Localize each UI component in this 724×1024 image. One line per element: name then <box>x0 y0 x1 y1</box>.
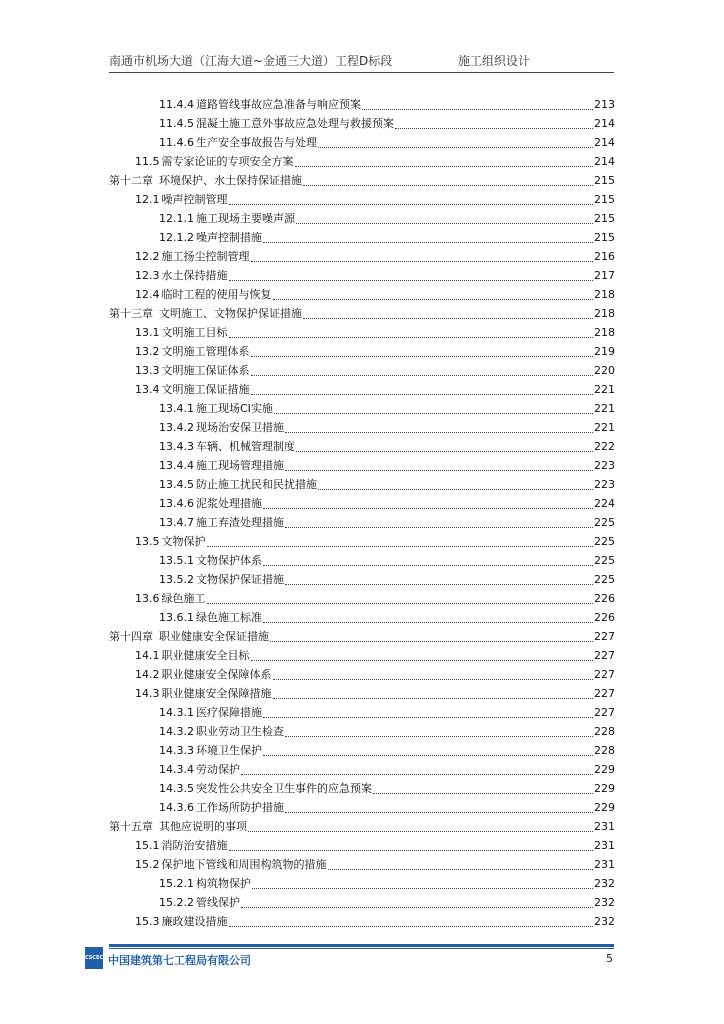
toc-entry[interactable] <box>135 910 615 929</box>
toc-entry-number: 14.3.6 <box>159 801 194 814</box>
toc-dot-leader <box>285 430 593 433</box>
toc-entry-title: 文明施工保证体系 <box>161 364 250 377</box>
toc-entry-page: 223 <box>594 478 615 491</box>
toc-entry-number: 13.1 <box>135 326 160 339</box>
toc-entry-title: 噪声控制措施 <box>196 231 262 244</box>
toc-entry-title: 职业健康安全保障体系 <box>161 668 272 681</box>
toc-entry-page: 229 <box>594 763 615 776</box>
toc-entry-number: 12.1.1 <box>159 212 194 225</box>
toc-entry-title: 生产安全事故报告与处理 <box>196 136 317 149</box>
toc-dot-leader <box>328 867 594 870</box>
toc-entry-number: 15.2 <box>135 858 160 871</box>
toc-entry[interactable] <box>109 815 615 834</box>
toc-entry-title: 廉政建设措施 <box>161 915 228 928</box>
toc-entry-number: 第十四章 <box>109 630 153 643</box>
page-header <box>109 52 614 72</box>
toc-entry-page: 221 <box>594 421 615 434</box>
toc-dot-leader <box>229 848 594 851</box>
toc-entry[interactable] <box>159 492 615 511</box>
toc-entry-number: 15.2.1 <box>159 877 194 890</box>
toc-entry-number: 第十五章 <box>109 820 153 833</box>
toc-entry[interactable] <box>159 473 615 492</box>
toc-dot-leader <box>318 487 593 490</box>
toc-entry[interactable] <box>159 606 615 625</box>
footer-divider-thin <box>109 948 614 949</box>
toc-entry-page: 215 <box>594 231 615 244</box>
toc-entry-number: 第十三章 <box>109 307 153 320</box>
toc-entry-number: 13.5.1 <box>159 554 194 567</box>
toc-dot-leader <box>285 734 593 737</box>
toc-dot-leader <box>362 107 593 110</box>
toc-entry-number: 12.1.2 <box>159 231 194 244</box>
toc-entry-title: 构筑物保护 <box>196 877 251 890</box>
header-project-title: 南通市机场大道（江海大道~金通三大道）工程D标段 <box>109 54 393 68</box>
toc-entry-number: 13.6.1 <box>159 611 194 624</box>
toc-entry-page: 214 <box>594 155 615 168</box>
toc-entry-title: 车辆、机械管理制度 <box>196 440 295 453</box>
toc-entry[interactable] <box>159 112 615 131</box>
logo-text: CSCEC <box>84 955 104 961</box>
toc-entry-page: 221 <box>594 383 615 396</box>
toc-entry-page: 218 <box>594 307 615 320</box>
toc-dot-leader <box>285 468 593 471</box>
toc-entry-title: 职业健康安全目标 <box>161 649 250 662</box>
toc-entry-title: 文明施工保证措施 <box>161 383 250 396</box>
toc-entry-number: 11.5 <box>135 155 160 168</box>
toc-entry-number: 13.5 <box>135 535 160 548</box>
toc-entry[interactable] <box>135 264 615 283</box>
toc-dot-leader <box>241 905 593 908</box>
toc-entry-page: 225 <box>594 573 615 586</box>
toc-entry-number: 13.4.1 <box>159 402 194 415</box>
toc-entry[interactable] <box>135 644 615 663</box>
toc-entry-number: 15.2.2 <box>159 896 194 909</box>
toc-entry-title: 职业健康安全保障措施 <box>161 687 272 700</box>
toc-entry-page: 219 <box>594 345 615 358</box>
toc-entry-number: 13.3 <box>135 364 160 377</box>
toc-entry-number: 11.4.5 <box>159 117 194 130</box>
toc-entry[interactable] <box>159 207 615 226</box>
toc-entry-number: 14.3.2 <box>159 725 194 738</box>
toc-entry[interactable] <box>135 530 615 549</box>
toc-entry[interactable] <box>135 245 615 264</box>
toc-entry-page: 215 <box>594 193 615 206</box>
toc-entry-title: 文明施工、文物保护保证措施 <box>159 307 302 320</box>
toc-entry[interactable] <box>135 663 615 682</box>
toc-entry-number: 15.1 <box>135 839 160 852</box>
toc-entry[interactable] <box>135 834 615 853</box>
toc-entry[interactable] <box>159 872 615 891</box>
toc-entry-page: 214 <box>594 136 615 149</box>
toc-entry-title: 施工现场主要噪声源 <box>196 212 295 225</box>
company-logo-icon <box>85 947 103 969</box>
toc-entry[interactable] <box>159 758 615 777</box>
toc-entry-title: 突发性公共安全卫生事件的应急预案 <box>196 782 372 795</box>
toc-entry-page: 223 <box>594 459 615 472</box>
toc-entry-number: 14.2 <box>135 668 160 681</box>
toc-entry-title: 施工弃渣处理措施 <box>196 516 284 529</box>
toc-entry-number: 11.4.4 <box>159 98 194 111</box>
toc-entry-number: 13.6 <box>135 592 160 605</box>
toc-entry[interactable] <box>159 720 615 739</box>
toc-entry-page: 232 <box>594 896 615 909</box>
toc-entry-title: 文物保护保证措施 <box>196 573 284 586</box>
toc-entry[interactable] <box>159 568 615 587</box>
toc-entry-page: 224 <box>594 497 615 510</box>
toc-entry-page: 215 <box>594 212 615 225</box>
header-divider <box>109 72 614 73</box>
toc-entry-title: 工作场所防护措施 <box>196 801 284 814</box>
toc-entry-page: 217 <box>594 269 615 282</box>
toc-entry[interactable] <box>159 796 615 815</box>
toc-entry-number: 13.4.6 <box>159 497 194 510</box>
toc-dot-leader <box>229 202 594 205</box>
footer-page-number: 5 <box>606 952 613 965</box>
toc-entry-number: 13.4.3 <box>159 440 194 453</box>
toc-entry-title: 临时工程的使用与恢复 <box>161 288 272 301</box>
toc-entry[interactable] <box>159 397 615 416</box>
toc-dot-leader <box>395 126 593 129</box>
toc-entry[interactable] <box>135 853 615 872</box>
toc-entry-title: 水土保持措施 <box>161 269 228 282</box>
toc-dot-leader <box>303 316 593 319</box>
toc-entry-page: 225 <box>594 554 615 567</box>
toc-dot-leader <box>229 924 594 927</box>
toc-entry-page: 214 <box>594 117 615 130</box>
toc-entry[interactable] <box>159 226 615 245</box>
toc-entry[interactable] <box>109 302 615 321</box>
toc-dot-leader <box>263 753 593 756</box>
toc-entry-title: 防止施工扰民和民扰措施 <box>196 478 317 491</box>
toc-entry-page: 226 <box>594 611 615 624</box>
toc-entry-page: 220 <box>594 364 615 377</box>
toc-dot-leader <box>273 297 594 300</box>
toc-entry-page: 229 <box>594 801 615 814</box>
toc-entry-title: 职业健康安全保证措施 <box>159 630 269 643</box>
toc-entry-page: 231 <box>594 858 615 871</box>
toc-entry-page: 215 <box>594 174 615 187</box>
toc-entry-page: 232 <box>594 877 615 890</box>
toc-entry-number: 14.3.1 <box>159 706 194 719</box>
toc-dot-leader <box>229 335 594 338</box>
toc-entry-page: 216 <box>594 250 615 263</box>
toc-entry-number: 12.3 <box>135 269 160 282</box>
toc-entry-title: 泥浆处理措施 <box>196 497 262 510</box>
toc-entry-title: 劳动保护 <box>196 763 240 776</box>
toc-entry-title: 需专家论证的专项安全方案 <box>161 155 294 168</box>
toc-entry-title: 道路管线事故应急准备与响应预案 <box>196 98 361 111</box>
toc-entry-page: 225 <box>594 516 615 529</box>
toc-entry-title: 文明施工目标 <box>161 326 228 339</box>
toc-entry-page: 227 <box>594 649 615 662</box>
toc-entry-title: 文明施工管理体系 <box>161 345 250 358</box>
toc-entry[interactable] <box>159 93 615 112</box>
toc-dot-leader <box>248 829 593 832</box>
toc-dot-leader <box>263 506 593 509</box>
toc-entry-number: 13.4.5 <box>159 478 194 491</box>
toc-entry-page: 213 <box>594 98 615 111</box>
toc-entry[interactable] <box>135 321 615 340</box>
toc-dot-leader <box>251 373 594 376</box>
toc-entry-number: 13.4.2 <box>159 421 194 434</box>
toc-entry-page: 218 <box>594 326 615 339</box>
toc-entry-title: 绿色施工标准 <box>196 611 262 624</box>
toc-entry[interactable] <box>159 416 615 435</box>
toc-entry-page: 227 <box>594 668 615 681</box>
toc-entry[interactable] <box>159 435 615 454</box>
toc-entry-title: 混凝土施工意外事故应急处理与救援预案 <box>196 117 394 130</box>
toc-entry-title: 消防治安措施 <box>161 839 228 852</box>
toc-entry-title: 环境保护、水土保持保证措施 <box>159 174 302 187</box>
toc-dot-leader <box>296 221 593 224</box>
toc-entry-page: 227 <box>594 706 615 719</box>
toc-entry[interactable] <box>109 169 615 188</box>
toc-entry-title: 环境卫生保护 <box>196 744 262 757</box>
toc-dot-leader <box>274 411 593 414</box>
toc-entry[interactable] <box>135 359 615 378</box>
toc-entry[interactable] <box>159 511 615 530</box>
toc-entry[interactable] <box>159 549 615 568</box>
toc-entry[interactable] <box>135 283 615 302</box>
toc-entry[interactable] <box>135 340 615 359</box>
toc-entry-page: 221 <box>594 402 615 415</box>
toc-dot-leader <box>273 677 594 680</box>
toc-entry-title: 施工现场管理措施 <box>196 459 284 472</box>
toc-entry-title: 文物保护 <box>161 535 206 548</box>
toc-entry[interactable] <box>109 625 615 644</box>
toc-entry[interactable] <box>135 378 615 397</box>
toc-entry-title: 保护地下管线和周围构筑物的措施 <box>161 858 327 871</box>
toc-entry-title: 管线保护 <box>196 896 240 909</box>
toc-dot-leader <box>285 525 593 528</box>
toc-entry-page: 232 <box>594 915 615 928</box>
toc-entry-page: 231 <box>594 820 615 833</box>
toc-entry-title: 其他应说明的事项 <box>159 820 247 833</box>
toc-dot-leader <box>303 183 593 186</box>
toc-dot-leader <box>241 772 593 775</box>
toc-entry-page: 231 <box>594 839 615 852</box>
footer-company-name: 中国建筑第七工程局有限公司 <box>108 954 251 967</box>
toc-dot-leader <box>373 791 593 794</box>
toc-entry-page: 228 <box>594 725 615 738</box>
toc-entry-number: 12.1 <box>135 193 160 206</box>
toc-entry-number: 13.4.7 <box>159 516 194 529</box>
toc-dot-leader <box>251 259 594 262</box>
toc-entry-number: 12.4 <box>135 288 160 301</box>
toc-dot-leader <box>318 145 593 148</box>
toc-entry-page: 227 <box>594 687 615 700</box>
footer-divider <box>109 944 614 947</box>
toc-entry-page: 229 <box>594 782 615 795</box>
toc-entry[interactable] <box>159 739 615 758</box>
toc-entry-page: 228 <box>594 744 615 757</box>
toc-dot-leader <box>252 886 593 889</box>
toc-dot-leader <box>251 658 594 661</box>
toc-entry-number: 11.4.6 <box>159 136 194 149</box>
toc-entry-title: 施工现场CI实施 <box>196 402 273 415</box>
toc-entry-page: 218 <box>594 288 615 301</box>
toc-entry[interactable] <box>159 891 615 910</box>
toc-entry[interactable] <box>135 188 615 207</box>
toc-dot-leader <box>251 354 594 357</box>
toc-entry-title: 医疗保障措施 <box>196 706 262 719</box>
toc-dot-leader <box>273 696 594 699</box>
header-document-type: 施工组织设计 <box>458 54 531 68</box>
toc-entry[interactable] <box>135 587 615 606</box>
toc-entry-page: 225 <box>594 535 615 548</box>
toc-entry[interactable] <box>159 777 615 796</box>
toc-entry-number: 14.1 <box>135 649 160 662</box>
toc-dot-leader <box>251 392 594 395</box>
toc-entry-number: 15.3 <box>135 915 160 928</box>
toc-entry-number: 14.3.4 <box>159 763 194 776</box>
toc-entry-number: 14.3.3 <box>159 744 194 757</box>
toc-dot-leader <box>263 715 593 718</box>
toc-dot-leader <box>263 620 593 623</box>
toc-dot-leader <box>207 601 594 604</box>
toc-entry-page: 227 <box>594 630 615 643</box>
toc-entry-title: 职业劳动卫生检查 <box>196 725 284 738</box>
toc-entry-title: 施工扬尘控制管理 <box>161 250 250 263</box>
toc-dot-leader <box>263 563 593 566</box>
toc-entry[interactable] <box>159 701 615 720</box>
toc-entry-number: 12.2 <box>135 250 160 263</box>
toc-entry-title: 现场治安保卫措施 <box>196 421 284 434</box>
toc-dot-leader <box>270 639 593 642</box>
toc-entry-number: 13.5.2 <box>159 573 194 586</box>
toc-dot-leader <box>229 278 594 281</box>
toc-entry-number: 13.4 <box>135 383 160 396</box>
toc-entry-number: 13.2 <box>135 345 160 358</box>
toc-entry-title: 绿色施工 <box>161 592 206 605</box>
toc-entry-page: 226 <box>594 592 615 605</box>
toc-entry[interactable] <box>135 682 615 701</box>
toc-entry[interactable] <box>159 131 615 150</box>
toc-entry-number: 13.4.4 <box>159 459 194 472</box>
toc-entry-page: 222 <box>594 440 615 453</box>
toc-entry-title: 噪声控制管理 <box>161 193 228 206</box>
toc-dot-leader <box>295 164 594 167</box>
toc-dot-leader <box>285 582 593 585</box>
toc-entry-title: 文物保护体系 <box>196 554 262 567</box>
toc-entry-number: 第十二章 <box>109 174 153 187</box>
toc-entry[interactable] <box>159 454 615 473</box>
toc-dot-leader <box>263 240 593 243</box>
toc-entry-number: 14.3.5 <box>159 782 194 795</box>
toc-dot-leader <box>207 544 594 547</box>
toc-dot-leader <box>296 449 593 452</box>
toc-dot-leader <box>285 810 593 813</box>
toc-entry[interactable] <box>135 150 615 169</box>
toc-entry-number: 14.3 <box>135 687 160 700</box>
